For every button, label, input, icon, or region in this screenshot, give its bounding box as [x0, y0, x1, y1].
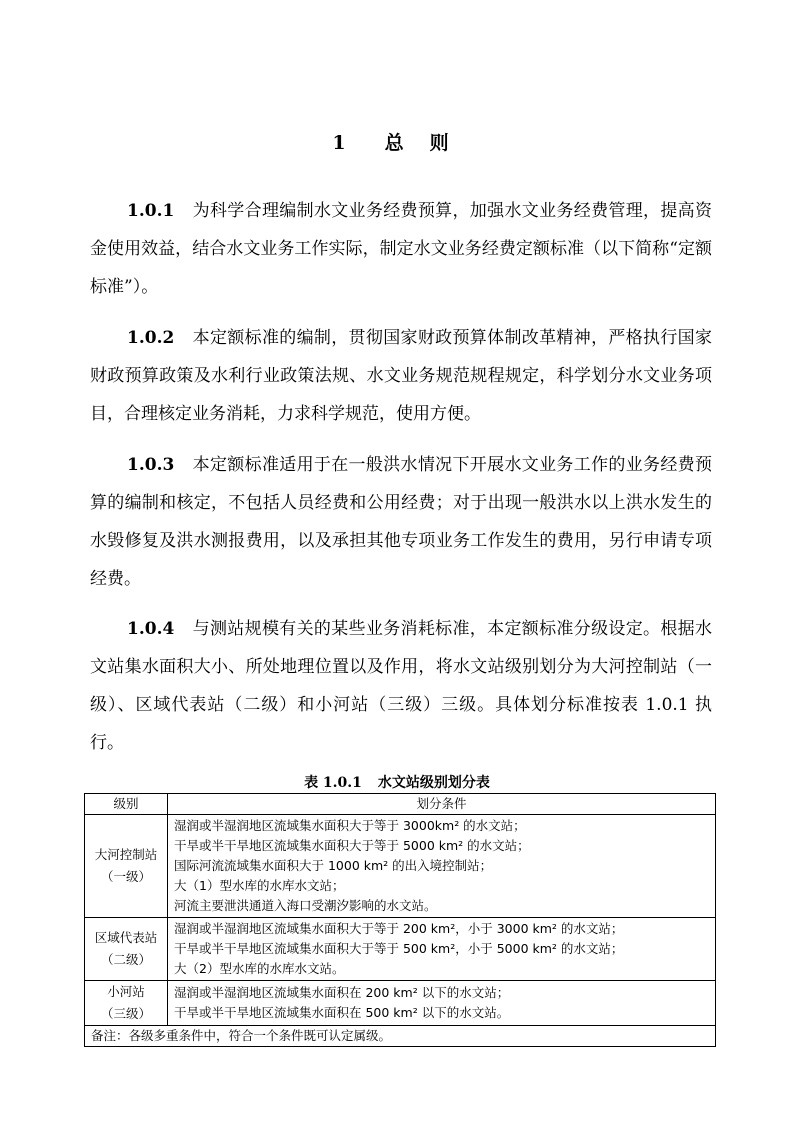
station-grade-table: [84, 793, 716, 1047]
clause-number: 1.0.1: [127, 201, 175, 221]
clause-text: 为科学合理编制水文业务经费预算，加强水文业务经费管理，提高资金使用效益，结合水文业务工作实际，制定水文业务经费定额标准（以下简称“定额标准”）。: [90, 201, 712, 297]
condition-item: 大（1）型水库的水库水文站；: [174, 878, 345, 893]
level-cell: [85, 918, 168, 981]
table-note: 备注：各级多重条件中，符合一个条件既可认定属级。: [85, 1026, 716, 1047]
chapter-number: 1: [332, 132, 346, 154]
table-caption: [0, 772, 794, 792]
paragraph-1-0-2: [90, 319, 712, 433]
paragraph-1-0-4: [90, 610, 712, 762]
condition-item: 湿润或半湿润地区流域集水面积大于等于 200 km²，小于 3000 km² 的水文站；: [174, 921, 624, 936]
condition-item: 湿润或半湿润地区流域集水面积在 200 km² 以下的水文站；: [174, 985, 510, 1000]
clause-text: 本定额标准的编制，贯彻国家财政预算体制改革精神，严格执行国家财政预算政策及水利行业政策法规、水文业务规范规程规定，科学划分水文业务项目，合理核定业务消耗，力求科学规范，使用方便。: [90, 328, 712, 424]
table-row: [85, 815, 716, 918]
level-name: 区域代表站: [94, 930, 158, 945]
level-name: 大河控制站: [94, 847, 158, 862]
conditions-cell: [168, 918, 716, 981]
table-number: 表 1.0.1: [304, 775, 362, 791]
table-note-row: [85, 1026, 716, 1047]
level-cell: [85, 981, 168, 1026]
chapter-title-char-1: 总: [384, 132, 404, 154]
paragraph-1-0-3: [90, 446, 712, 598]
condition-item: 大（2）型水库的水库水文站。: [174, 961, 345, 976]
clause-text: 本定额标准适用于在一般洪水情况下开展水文业务工作的业务经费预算的编制和核定，不包括人员经费和公用经费；对于出现一般洪水以上洪水发生的水毁修复及洪水测报费用，以及承担其他专项业务工作发生的费用，另行申请专项经费。: [90, 455, 712, 589]
level-grade: （一级）: [100, 869, 151, 884]
header-level: 级别: [85, 794, 168, 815]
level-name: 小河站: [107, 984, 145, 999]
table-row: [85, 918, 716, 981]
condition-item: 国际河流流域集水面积大于 1000 km² 的出入境控制站；: [174, 858, 493, 873]
table-title: 水文站级别划分表: [377, 775, 490, 791]
level-cell: [85, 815, 168, 918]
conditions-cell: [168, 815, 716, 918]
condition-item: 干旱或半干旱地区流域集水面积在 500 km² 以下的水文站。: [174, 1005, 510, 1020]
chapter-title-char-2: 则: [429, 132, 449, 154]
header-conditions: 划分条件: [168, 794, 716, 815]
table-header-row: [85, 794, 716, 815]
condition-item: 干旱或半干旱地区流域集水面积大于等于 500 km²，小于 5000 km² 的水文站；: [174, 941, 624, 956]
clause-number: 1.0.2: [127, 328, 175, 348]
clause-number: 1.0.4: [127, 619, 175, 639]
table-row: [85, 981, 716, 1026]
level-grade: （三级）: [100, 1006, 151, 1021]
paragraph-1-0-1: [90, 192, 712, 306]
chapter-heading: [0, 128, 794, 155]
clause-text: 与测站规模有关的某些业务消耗标准，本定额标准分级设定。根据水文站集水面积大小、所处地理位置以及作用，将水文站级别划分为大河控制站（一级）、区域代表站（二级）和小河站（三级）三级。具体划分标准按表 1.0.1 执行。: [90, 619, 712, 753]
clause-number: 1.0.3: [127, 455, 175, 475]
level-grade: （二级）: [100, 952, 151, 967]
condition-item: 河流主要泄洪通道入海口受潮汐影响的水文站。: [174, 898, 437, 913]
conditions-cell: [168, 981, 716, 1026]
condition-item: 湿润或半湿润地区流域集水面积大于等于 3000km² 的水文站；: [174, 818, 526, 833]
condition-item: 干旱或半干旱地区流域集水面积大于等于 5000 km² 的水文站；: [174, 838, 530, 853]
